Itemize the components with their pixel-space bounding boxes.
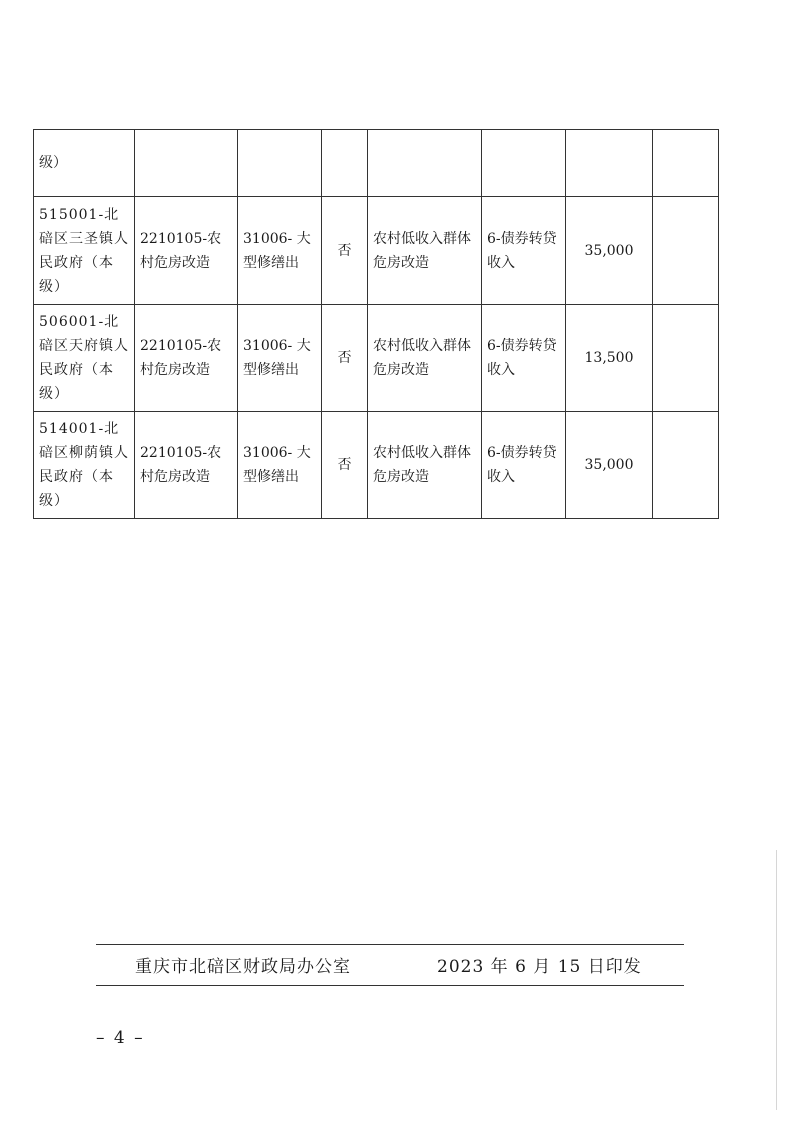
function-class-cell: 2210105-农村危房改造: [135, 412, 238, 519]
project-cell: 农村低收入群体危房改造: [368, 305, 482, 412]
fund-source-cell: 6-债券转贷收入: [482, 197, 566, 305]
unit-cell: 514001-北碚区柳荫镇人民政府（本级）: [34, 412, 135, 519]
unit-cell: 506001-北碚区天府镇人民政府（本级）: [34, 305, 135, 412]
table-row-continued: [34, 130, 719, 197]
econ-class-cell: 31006- 大型修缮出: [238, 197, 322, 305]
table-row: [34, 412, 719, 519]
fund-source-cell: 6-债券转贷收入: [482, 412, 566, 519]
remark-cell: [653, 412, 719, 519]
issue-date: 2023 年 6 月 15 日印发: [437, 957, 642, 977]
unit-cell: 级）: [34, 130, 135, 197]
flag-cell: 否: [322, 412, 368, 519]
footer-bottom-rule: [96, 985, 684, 986]
page-number: – 4 –: [96, 1028, 145, 1048]
flag-cell: 否: [322, 305, 368, 412]
econ-class-cell: 31006- 大型修缮出: [238, 412, 322, 519]
amount-cell: 13,500: [566, 305, 653, 412]
flag-cell: 否: [322, 197, 368, 305]
function-class-cell: 2210105-农村危房改造: [135, 305, 238, 412]
table-row: [34, 197, 719, 305]
unit-cell: 515001-北碚区三圣镇人民政府（本级）: [34, 197, 135, 305]
issuing-office: 重庆市北碚区财政局办公室: [135, 957, 351, 977]
fund-source-cell: 6-债券转贷收入: [482, 305, 566, 412]
econ-class-cell: 31006- 大型修缮出: [238, 305, 322, 412]
footer-top-rule: [96, 944, 684, 945]
amount-cell: 35,000: [566, 412, 653, 519]
remark-cell: [653, 197, 719, 305]
remark-cell: [653, 305, 719, 412]
project-cell: 农村低收入群体危房改造: [368, 412, 482, 519]
project-cell: 农村低收入群体危房改造: [368, 197, 482, 305]
amount-cell: 35,000: [566, 197, 653, 305]
function-class-cell: 2210105-农村危房改造: [135, 197, 238, 305]
table-row: [34, 305, 719, 412]
scan-edge-line: [776, 850, 777, 1110]
budget-table: [33, 129, 719, 519]
